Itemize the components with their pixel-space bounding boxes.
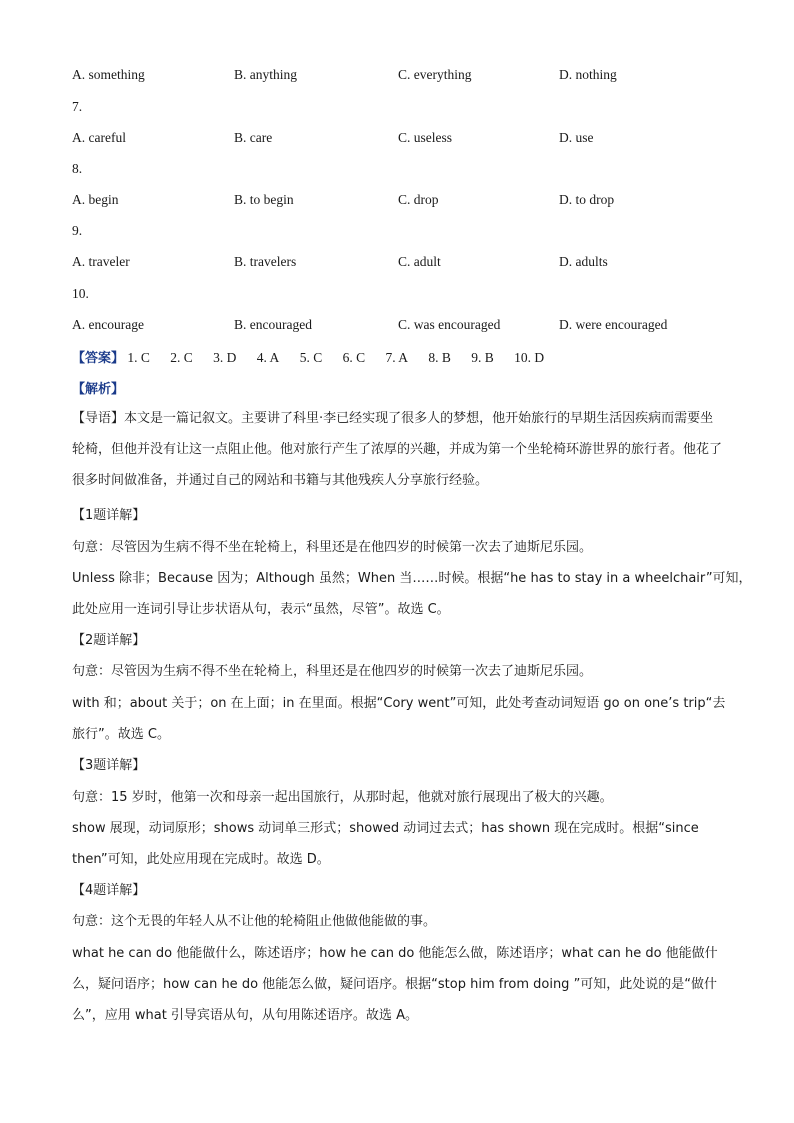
q7-option-a: A. careful <box>72 130 126 145</box>
detail-4-meaning: 句意：这个无畏的年轻人从不让他的轮椅阻止他做他能做的事。 <box>72 914 437 929</box>
detail-1-heading: 【1题详解】 <box>72 508 146 523</box>
analysis-heading: 【解析】 <box>72 382 125 397</box>
q6-option-d: D. nothing <box>559 67 617 82</box>
detail-2-line-2: 旅行”。故选 C。 <box>72 727 170 742</box>
q6-option-b: B. anything <box>234 67 297 82</box>
q7-number: 7. <box>72 99 83 114</box>
detail-4-line-1: what he can do 他能做什么，陈述语序；how he can do 他能怎么做，陈述语序；what can he do 他能做什 <box>72 946 718 961</box>
answer-9: 9. B <box>471 350 494 365</box>
q8-option-c: C. drop <box>398 192 439 207</box>
q9-options <box>72 254 732 274</box>
q9-number: 9. <box>72 223 83 238</box>
q9-option-d: D. adults <box>559 254 608 269</box>
q8-number: 8. <box>72 161 83 176</box>
detail-3-line-1: show 展现，动词原形；shows 动词单三形式；showed 动词过去式；has shown 现在完成时。根据“since <box>72 821 699 836</box>
answer-8: 8. B <box>428 350 451 365</box>
detail-4-line-3: 么”，应用 what 引导宾语从句，从句用陈述语序。故选 A。 <box>72 1008 418 1023</box>
q7-option-b: B. care <box>234 130 273 145</box>
q10-number: 10. <box>72 286 89 301</box>
answer-5: 5. C <box>299 350 323 365</box>
answer-7: 7. A <box>385 350 408 365</box>
answer-3: 3. D <box>213 350 237 365</box>
q8-options <box>72 192 732 212</box>
q6-options <box>72 67 732 87</box>
answer-6: 6. C <box>342 350 366 365</box>
q8-option-b: B. to begin <box>234 192 294 207</box>
q10-option-a: A. encourage <box>72 317 144 332</box>
detail-4-line-2: 么，疑问语序；how can he do 他能怎么做，疑问语序。根据“stop him from doing ”可知，此处说的是“做什 <box>72 977 718 992</box>
q9-option-c: C. adult <box>398 254 441 269</box>
answer-2: 2. C <box>170 350 193 365</box>
answer-key <box>72 347 561 366</box>
q7-option-c: C. useless <box>398 130 452 145</box>
answer-4: 4. A <box>256 350 280 365</box>
detail-3-heading: 【3题详解】 <box>72 758 146 773</box>
q7-options <box>72 130 732 150</box>
detail-3-line-2: then”可知，此处应用现在完成时。故选 D。 <box>72 852 330 867</box>
detail-4-heading: 【4题详解】 <box>72 883 146 898</box>
detail-2-meaning: 句意：尽管因为生病不得不坐在轮椅上，科里还是在他四岁的时候第一次去了迪斯尼乐园。 <box>72 664 593 679</box>
q10-option-c: C. was encouraged <box>398 317 501 332</box>
detail-2-heading: 【2题详解】 <box>72 633 146 648</box>
q9-option-a: A. traveler <box>72 254 130 269</box>
q6-option-a: A. something <box>72 67 145 82</box>
q8-option-a: A. begin <box>72 192 119 207</box>
detail-3-meaning: 句意：15 岁时，他第一次和母亲一起出国旅行，从那时起，他就对旅行展现出了极大的兴趣。 <box>72 790 613 805</box>
q10-options <box>72 317 732 337</box>
detail-1-line-1: Unless 除非；Because 因为；Although 虽然；When 当……时候。根据“he has to stay in a wheelchair”可知， <box>72 571 752 586</box>
guide-paragraph: 【导语】本文是一篇记叙文。主要讲了科里·李已经实现了很多人的梦想，他开始旅行的早期生活因疾病而需要坐轮椅，但他并没有让这一点阻止他。他对旅行产生了浓厚的兴趣，并成为第一个坐轮椅环游世界的旅行者。他花了很多时间做准备，并通过自己的网站和书籍与其他残疾人分享旅行经验。 <box>72 411 723 488</box>
q10-option-d: D. were encouraged <box>559 317 668 332</box>
answer-10: 10. D <box>514 350 545 365</box>
detail-1-meaning: 句意：尽管因为生病不得不坐在轮椅上，科里还是在他四岁的时候第一次去了迪斯尼乐园。 <box>72 540 593 555</box>
answer-1: 1. C <box>127 350 150 365</box>
answer-tag: 【答案】 <box>72 351 125 366</box>
detail-1-line-2: 此处应用一连词引导让步状语从句，表示“虽然，尽管”。故选 C。 <box>72 602 450 617</box>
q8-option-d: D. to drop <box>559 192 615 207</box>
detail-2-line-1: with 和；about 关于；on 在上面；in 在里面。根据“Cory went”可知，此处考查动词短语 go on one’s trip“去 <box>72 696 726 711</box>
q9-option-b: B. travelers <box>234 254 297 269</box>
q10-option-b: B. encouraged <box>234 317 312 332</box>
q7-option-d: D. use <box>559 130 594 145</box>
q6-option-c: C. everything <box>398 67 472 82</box>
